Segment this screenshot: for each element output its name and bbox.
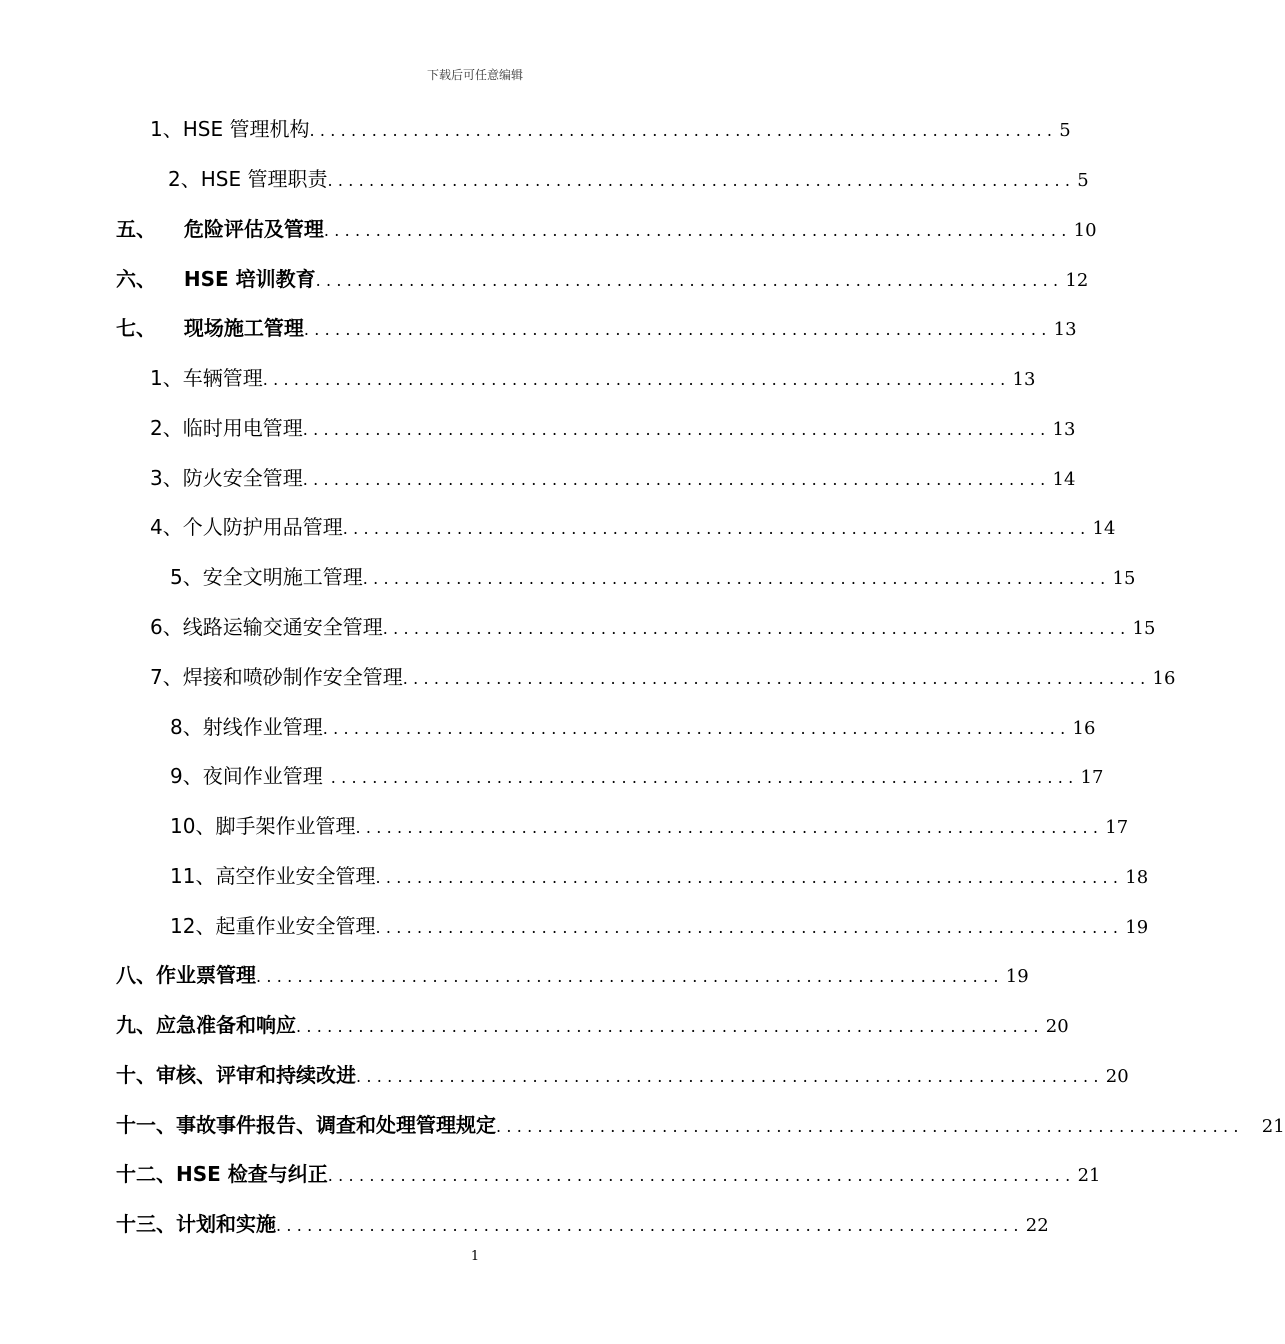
toc-leader-dots: ........................................................................ [276,1216,1024,1235]
toc-entry-page: 14 [1092,518,1116,539]
page-header: 下载后可任意编辑 [426,68,523,82]
toc-entry-page: 15 [1112,568,1136,589]
toc-entry-title: 十、审核、评审和持续改进 [116,1063,356,1087]
toc-entry-title: 八、作业票管理 [116,963,256,987]
toc-leader-dots: ........................................................................ [342,519,1091,538]
toc-entry[interactable] [116,1158,1101,1188]
toc-entry-page: 20 [1105,1066,1129,1087]
toc-entry[interactable] [116,263,1089,293]
toc-leader-dots: ........................................................................ [296,1017,1044,1036]
page-number: 1 [470,1249,480,1264]
toc-entry-title: 十二、HSE 检查与纠正 [116,1162,328,1186]
toc-entry-title: 1、HSE 管理机构 [150,117,310,141]
toc-leader-dots: ........................................................................ [262,370,1011,389]
toc-entry-title: 2、HSE 管理职责 [168,167,328,191]
toc-entry[interactable] [150,412,1076,442]
toc-entry-title: 七、 现场施工管理 [116,316,304,340]
toc-entry-page: 15 [1132,618,1156,639]
toc-entry-title: 十三、计划和实施 [116,1212,276,1236]
toc-entry-title: 10、脚手架作业管理 [170,814,356,838]
toc-entry[interactable] [170,810,1129,840]
toc-entry-page: 10 [1073,220,1097,241]
toc-leader-dots: ........................................................................ [356,1067,1104,1086]
toc-leader-dots: ........................................................................ [302,420,1051,439]
toc-entry-page: 17 [1105,817,1129,838]
toc-entry-page: 14 [1052,469,1076,490]
toc-leader-dots: ........................................................................ [309,121,1058,140]
toc-leader-dots: ........................................................................ [375,868,1124,887]
toc-entry-title: 11、高空作业安全管理 [170,864,376,888]
toc-leader-dots: ........................................................................ [323,221,1072,240]
toc-entry-page: 16 [1152,668,1176,689]
toc-entry-title: 4、个人防护用品管理 [150,515,343,539]
toc-leader-dots: ........................................................................ [327,171,1076,190]
toc-leader-dots: ........................................................................ [322,719,1071,738]
toc-entry[interactable] [116,1059,1129,1089]
toc-entry-page: 19 [1005,966,1029,987]
toc-entry-title: 九、应急准备和响应 [116,1013,296,1037]
toc-entry-title: 1、车辆管理 [150,366,263,390]
toc-entry[interactable] [150,511,1116,541]
toc-entry-title: 8、射线作业管理 [170,715,323,739]
toc-entry-page: 13 [1052,419,1076,440]
toc-entry-title: 5、安全文明施工管理 [170,565,363,589]
toc-entry[interactable] [116,1109,1285,1139]
toc-entry-title: 6、线路运输交通安全管理 [150,615,383,639]
toc-entry-title: 9、夜间作业管理 [170,764,323,788]
toc-entry-title: 12、起重作业安全管理 [170,914,376,938]
toc-entry-page: 5 [1059,120,1071,141]
toc-entry-page: 18 [1125,867,1149,888]
toc-entry[interactable] [116,959,1029,989]
toc-entry[interactable] [170,711,1096,741]
toc-entry[interactable] [150,462,1076,492]
toc-leader-dots: ........................................................................ [330,768,1079,787]
toc-leader-dots: ........................................................................ [362,569,1111,588]
toc-entry-title: 3、防火安全管理 [150,466,303,490]
toc-leader-dots: ........................................................................ [256,967,1004,986]
toc-entry-page: 20 [1045,1016,1069,1037]
toc-entry-page: 22 [1025,1215,1049,1236]
toc-entry[interactable] [170,760,1104,790]
toc-entry[interactable] [170,910,1149,940]
toc-leader-dots: ........................................................................ [303,320,1052,339]
toc-entry-title: 五、 危险评估及管理 [116,217,324,241]
toc-entry[interactable] [116,213,1097,243]
toc-entry[interactable] [116,1009,1069,1039]
toc-entry-page: 5 [1077,170,1089,191]
toc-entry[interactable] [150,661,1176,691]
toc-leader-dots: ........................................................................ [496,1117,1244,1136]
toc-leader-dots: ........................................................................ [315,271,1064,290]
toc-entry-page: 13 [1053,319,1077,340]
toc-entry-title: 十一、事故事件报告、调查和处理管理规定 [116,1113,496,1137]
toc-leader-dots: ........................................................................ [375,918,1124,937]
toc-leader-dots: ........................................................................ [382,619,1131,638]
toc-entry-page: 21 [1077,1165,1101,1186]
toc-leader-dots: ........................................................................ [355,818,1104,837]
toc-entry[interactable] [170,860,1149,890]
toc-leader-dots: ........................................................................ [402,669,1151,688]
toc-entry-page: 13 [1012,369,1036,390]
toc-entry[interactable] [150,611,1156,641]
toc-entry-title: 7、焊接和喷砂制作安全管理 [150,665,403,689]
toc-entry[interactable] [116,1208,1049,1238]
toc-leader-dots: ........................................................................ [327,1166,1076,1185]
toc-entry[interactable] [116,312,1077,342]
toc-leader-dots: ........................................................................ [302,470,1051,489]
toc-entry-page: 17 [1080,767,1104,788]
toc-entry[interactable] [170,561,1136,591]
toc-entry-page: 12 [1065,270,1089,291]
toc-entry-page: 16 [1072,718,1096,739]
toc-entry-page: 21 [1261,1116,1285,1137]
toc-entry[interactable] [150,113,1071,143]
toc-entry[interactable] [150,362,1036,392]
toc-entry-title: 2、临时用电管理 [150,416,303,440]
toc-entry-title: 六、 HSE 培训教育 [116,267,316,291]
toc-entry-page: 19 [1125,917,1149,938]
toc-entry[interactable] [168,163,1089,193]
